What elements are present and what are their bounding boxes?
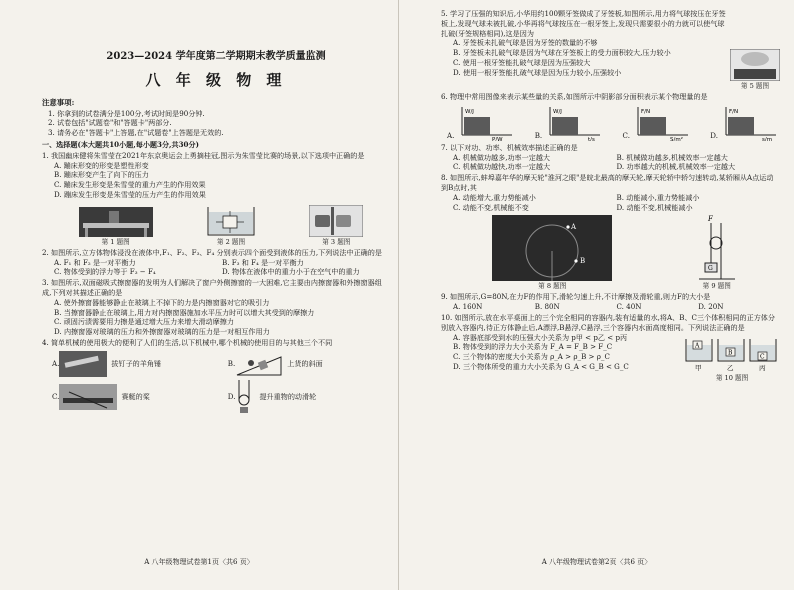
q4-stem: 4. 简单机械的使用极大的便利了人们的生活,以下机械中,哪个机械的使用目的与其他三个不同 [42, 337, 333, 347]
q7-option-d: D. 功率越大的机械,机械效率一定越大 [616, 162, 736, 172]
inclined-plane-drawing [235, 351, 283, 377]
page-2-footer: A 八年级物理试卷第2页〈共6 页〉 [541, 558, 652, 567]
point-b-label: B [580, 257, 586, 266]
q6-graph-c: C. F/N S/m² [623, 105, 692, 141]
q7-option-c: C. 机械做功越快,功率一定越大 [453, 162, 551, 172]
q4-option-b: B. 上货的斜面 [228, 351, 390, 377]
figure-10-caption: 第 10 题图 [715, 373, 749, 382]
q6-stem: 6. 物理中常用图像来表示某些量的关系,如图所示中阴影部分面积表示某个物理量的是 [441, 92, 708, 102]
block-a-label: A [695, 342, 700, 350]
q5-option-d: D. 使用一根牙签能扎破气球是因为压力较小,压强较小 [453, 67, 622, 77]
subject-title: 八 年 级 物 理 [145, 70, 287, 89]
q1-option-b: B. 蹦床形变产生了向下的压力 [54, 170, 149, 180]
figure-1 [79, 207, 153, 247]
q2-option-b: B. F₃ 和 F₄ 是一对平衡力 [222, 257, 304, 267]
q7-option-b: B. 机械做功越多,机械效率一定越大 [616, 152, 728, 162]
graph-b-x-label: t/s [588, 136, 596, 141]
container-bing-label: 丙 [759, 363, 766, 372]
page-1-footer: A 八年级物理试卷第1页〈共6 页〉 [144, 558, 254, 567]
rowing-boat-photo [59, 384, 117, 410]
q3-stem: 3. 如图所示,双面磁吸式擦窗器的发明为人们解决了窗户外侧擦窗的一大困难,它主要由内擦窗器和外擦窗器组成,下列对其描述正确的是 [42, 278, 382, 297]
q1-option-d: D. 蹦床发生形变是朱雪莹的压力产生的作用效果 [54, 189, 206, 199]
exam-title: 2023—2024 学年度第二学期期末教学质量监测 [106, 51, 326, 62]
pulley-diagram [695, 215, 739, 281]
figure-8 [492, 215, 612, 291]
q6-graph-b: B. W/J t/s [535, 105, 604, 141]
page-2 [398, 0, 794, 590]
figure-3-caption: 第 3 题图 [322, 237, 351, 246]
q10-option-c: C. 三个物体的密度大小关系为 ρ_A > ρ_B > ρ_C [453, 352, 610, 362]
figure-10 [684, 333, 780, 383]
q1-option-a: A. 蹦床形变的形变是塑性形变 [54, 160, 149, 170]
container-jia-label: 甲 [695, 363, 702, 372]
figure-9 [695, 215, 739, 291]
q5-option-c: C. 使用一根牙签能扎破气球是因为压强较大 [453, 57, 591, 67]
container-yi-label: 乙 [727, 363, 734, 372]
figure-2-caption: 第 2 题图 [216, 237, 246, 246]
figure-1-caption: 第 1 题图 [101, 237, 130, 246]
q4-option-d: D. 提升重物的动滑轮 [228, 380, 390, 414]
figure-3 [309, 205, 363, 247]
note-3: 3. 请务必在"答题卡"上答题,在"试题卷"上答题是无效的. [48, 128, 224, 138]
notes-title: 注意事项: [42, 98, 75, 108]
graph-c-x-label: S/m² [669, 136, 683, 141]
q8-option-c: C. 动能不变,机械能不变 [453, 202, 529, 212]
q3-option-d: D. 内擦窗器对玻璃的压力和外擦窗器对玻璃的压力是一对相互作用力 [54, 327, 270, 337]
q6-graph-d: D. F/N s/m [710, 105, 780, 141]
q3-option-a: A. 使外擦窗器能够静止在玻璃上不掉下的力是内擦窗器对它的吸引力 [54, 297, 270, 307]
q6-graph-a: A. W/J P/W [447, 105, 516, 141]
q2-option-c: C. 物体受到的浮力等于 F₃ − F₄ [54, 267, 156, 277]
block-b-label: B [728, 349, 733, 357]
note-2: 2. 试卷包括"试题卷"和"答题卡"两部分. [48, 118, 172, 128]
q10-option-b: B. 物体受到的浮力大小关系为 F_A = F_B > F_C [453, 342, 613, 352]
q9-option-d: D. 20N [698, 302, 724, 312]
submerged-cube-diagram [206, 203, 256, 237]
q8-option-b: B. 动能减小,重力势能减小 [616, 192, 700, 202]
q5-stem: 5. 学习了压强的知识后,小华用约100颗牙签做成了牙签板,如图所示,用力将气球按压在牙签板上,发现气球未被扎破,小华再将气球按压在一根牙签上,发现只需要很小的力就可以使气球扎破(牙签规格相同),这是因为 [441, 9, 726, 38]
q8-option-d: D. 动能不变,机械能减小 [616, 202, 693, 212]
graph-d-y-label: F/N [728, 108, 739, 115]
question-4 [42, 338, 390, 414]
question-7 [441, 143, 780, 172]
section-title: 一、选择题(本大题共10小题,每小题3分,共30分) [42, 140, 199, 150]
q5-option-a: A. 牙签板未扎破气球是因为牙签的数量的不够 [453, 38, 598, 48]
q8-stem: 8. 如图所示,蚌埠嘉年华的摩天轮"淮河之眼"是皖北最高的摩天轮,摩天轮轿中轿匀速转动,某轿厢从A点运动到B点时,其 [441, 173, 774, 192]
q9-option-c: C. 40N [616, 302, 642, 312]
q4-label-a: 拔钉子的羊角锤 [111, 358, 162, 368]
q4-option-c: C. 赛艇的桨 [52, 380, 214, 414]
q1-stem: 1. 我国幽床健将朱雪莹在2021年东京奥运会上勇摘桂冠,图示为朱雪莹比赛的场景,以下选项中正确的是 [42, 150, 365, 160]
q9-option-b: B. 80N [534, 302, 560, 312]
note-1: 1. 你拿到的试卷满分是100分,考试时间是90分钟. [48, 108, 205, 118]
ferris-wheel-photo [492, 215, 612, 281]
graph-a-x-label: P/W [492, 136, 503, 141]
graph-b-y-label: W/J [553, 108, 563, 115]
figure-9-caption: 第 9 题图 [702, 282, 731, 291]
graph-d-x-label: s/m [761, 136, 773, 141]
force-f-label: F [707, 215, 713, 224]
q1-option-c: C. 蹦床发生形变是朱雪莹的重力产生的作用效果 [54, 180, 206, 190]
q4-option-a: A. 拔钉子的羊角锤 [52, 351, 214, 377]
figure-2 [206, 203, 256, 247]
weight-g-label: G [707, 265, 713, 273]
graph-a-y-label: W/J [465, 108, 475, 115]
graph-c-y-label: F/N [640, 108, 651, 115]
q3-option-c: C. 顽固污渍需要用力擦是通过增大压力来增大滑动摩擦力 [54, 317, 234, 327]
question-8 [441, 173, 780, 212]
q4-label-c: 赛艇的桨 [121, 391, 150, 401]
graph-d [720, 105, 780, 141]
graph-a [456, 105, 516, 141]
q2-option-a: A. F₁ 和 F₂ 是一对平衡力 [54, 257, 136, 267]
q5-option-b: B. 牙签板未扎破气球是因为气球在牙签板上的受力面积较大,压力较小 [453, 48, 671, 58]
q3-option-b: B. 当擦窗器静止在玻璃上,用力对内擦窗器施加水平压力时可以增大其受到的摩擦力 [54, 307, 315, 317]
toothpick-board-photo [730, 49, 780, 81]
q10-stem: 10. 如图所示,放在水平桌面上的三个完全相同的容器内,装有适量的水,将A、B、C三个体积相同的正方体分别放入容器内,待正方体静止后,A漂浮,B悬浮,C悬浮,三个容器内水面高度相同。下列说法正确的是 [441, 313, 775, 332]
graph-c [632, 105, 692, 141]
q2-option-d: D. 物体在液体中的重力小于在空气中的重力 [222, 267, 360, 277]
claw-hammer-photo [59, 351, 107, 377]
figure-8-caption: 第 8 题图 [538, 282, 567, 291]
point-a-label: A [571, 223, 577, 232]
q10-option-a: A. 容器底部受到水的压强大小关系为 p甲 < p乙 < p丙 [453, 332, 628, 342]
q8-option-a: A. 动能增大,重力势能减小 [453, 192, 536, 202]
q7-option-a: A. 机械做功越多,功率一定越大 [453, 152, 551, 162]
question-5 [441, 9, 780, 91]
q9-stem: 9. 如图所示,G=80N,在力F的作用下,滑轮匀速上升,不计摩擦及滑轮重,则力F的大小是 [441, 292, 711, 302]
question-2 [42, 248, 390, 277]
window-cleaner-photo [309, 205, 363, 237]
figure-5 [730, 49, 780, 91]
block-c-label: C [760, 353, 765, 361]
three-containers-diagram [684, 333, 780, 373]
q9-option-a: A. 160N [453, 302, 483, 312]
figures-8-9 [451, 215, 780, 291]
graph-b [544, 105, 604, 141]
q4-label-b: 上货的斜面 [287, 358, 323, 368]
q6-graphs [447, 105, 780, 141]
trampoline-photo [79, 207, 153, 237]
q4-label-d: 提升重物的动滑轮 [259, 391, 317, 401]
figures-1-3 [52, 203, 390, 247]
question-1 [42, 151, 390, 200]
question-9 [441, 292, 780, 312]
question-10 [441, 313, 780, 383]
q10-option-d: D. 三个物体所受的重力大小关系为 G_A < G_B < G_C [453, 361, 629, 371]
movable-pulley-drawing [235, 380, 255, 414]
q7-stem: 7. 以下对功、功率、机械效率描述正确的是 [441, 142, 578, 152]
question-6 [441, 92, 780, 141]
figure-5-caption: 第 5 题图 [740, 82, 770, 90]
question-3 [42, 278, 390, 337]
q2-stem: 2. 如图所示,立方体物体浸没在液体中,F₁、F₂、F₃、F₄ 分别表示四个面受到液体的压力,下列说法中正确的是 [42, 247, 382, 257]
